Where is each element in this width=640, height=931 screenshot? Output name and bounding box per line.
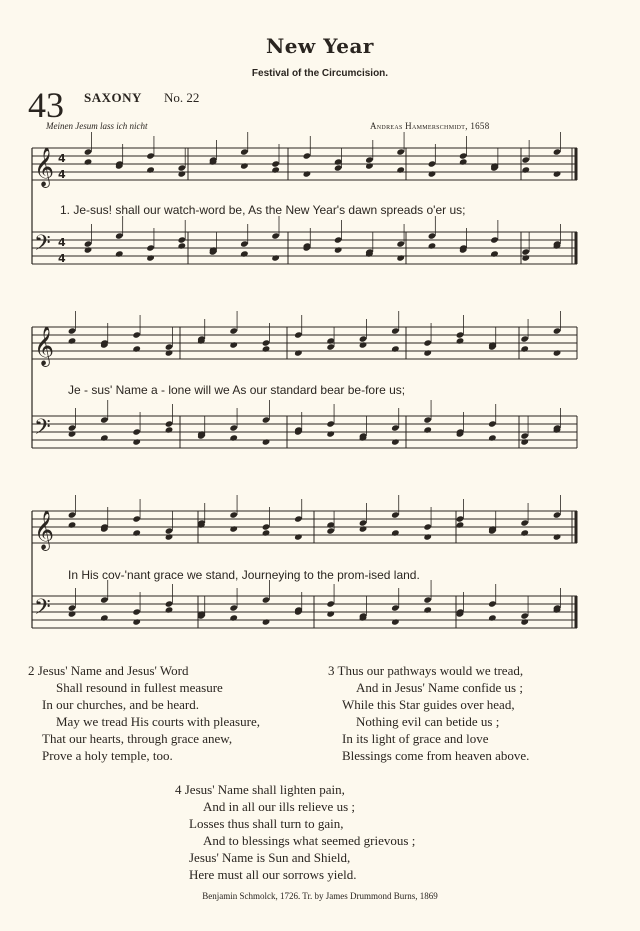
verse-2-line: Prove a holy temple, too. xyxy=(42,748,173,763)
notehead xyxy=(84,246,93,253)
notehead xyxy=(553,533,562,540)
notehead xyxy=(326,337,335,344)
notehead xyxy=(229,327,238,334)
notehead xyxy=(262,618,271,625)
verse-4-line: Losses thus shall turn to gain, xyxy=(189,816,344,831)
notehead xyxy=(334,158,343,165)
notehead xyxy=(262,438,271,445)
notehead xyxy=(326,527,335,534)
lyric-line-1: 1. Je-sus! shall our watch-word be, As the New Year's dawn spreads o'er us; xyxy=(60,203,466,217)
notehead xyxy=(391,511,400,518)
notehead xyxy=(229,525,238,532)
notehead xyxy=(132,331,141,338)
notehead xyxy=(359,335,368,342)
notehead xyxy=(229,614,238,621)
notehead xyxy=(521,166,530,173)
clef: 𝄢 xyxy=(34,595,51,625)
notehead xyxy=(294,533,303,540)
notehead xyxy=(115,232,124,239)
notehead xyxy=(68,521,77,528)
notehead xyxy=(132,428,141,435)
notehead xyxy=(146,254,155,261)
notehead xyxy=(229,604,238,611)
notehead xyxy=(359,525,368,532)
notehead xyxy=(423,523,432,530)
notehead xyxy=(423,606,432,613)
verse-4-line: And to blessings what seemed grievous ; xyxy=(203,833,416,848)
notehead xyxy=(100,434,109,441)
notehead xyxy=(391,618,400,625)
notehead xyxy=(520,438,529,445)
verse-3-line: In its light of grace and love xyxy=(342,731,489,746)
lyric-line-3: In His cov-'nant grace we stand, Journeying to the prom-ised land. xyxy=(68,568,420,582)
notehead xyxy=(553,148,562,155)
notehead xyxy=(271,160,280,167)
notehead xyxy=(303,152,312,159)
verse-3-line: Blessings come from heaven above. xyxy=(342,748,530,763)
notehead xyxy=(553,327,562,334)
verse-4 xyxy=(175,781,415,883)
notehead xyxy=(68,337,77,344)
notehead xyxy=(178,170,187,177)
clef: 𝄞 xyxy=(34,147,55,187)
time-signature: 4 xyxy=(58,168,66,181)
time-signature: 4 xyxy=(58,252,66,265)
notehead xyxy=(68,430,77,437)
notehead xyxy=(396,254,405,261)
notehead xyxy=(423,533,432,540)
notehead xyxy=(132,345,141,352)
notehead xyxy=(456,515,465,522)
notehead xyxy=(396,240,405,247)
notehead xyxy=(84,148,93,155)
notehead xyxy=(490,236,499,243)
notehead xyxy=(240,250,249,257)
notehead xyxy=(334,164,343,171)
notehead xyxy=(240,162,249,169)
verse-2-line: 2 Jesus' Name and Jesus' Word xyxy=(28,663,189,678)
notehead xyxy=(520,519,529,526)
notehead xyxy=(115,250,124,257)
page-title: New Year xyxy=(266,34,374,58)
notehead xyxy=(459,158,468,165)
notehead xyxy=(132,438,141,445)
notehead xyxy=(132,515,141,522)
notehead xyxy=(326,343,335,350)
notehead xyxy=(326,420,335,427)
notehead xyxy=(165,606,174,613)
first-line-reference: Meinen Jesum lass ich nicht xyxy=(46,121,148,131)
notehead xyxy=(165,426,174,433)
notehead xyxy=(488,420,497,427)
notehead xyxy=(456,337,465,344)
notehead xyxy=(365,156,374,163)
clef: 𝄞 xyxy=(34,510,55,550)
notehead xyxy=(365,162,374,169)
notehead xyxy=(490,250,499,257)
verse-3 xyxy=(328,662,529,764)
notehead xyxy=(100,416,109,423)
notehead xyxy=(132,618,141,625)
notehead xyxy=(100,596,109,603)
notehead xyxy=(359,341,368,348)
notehead xyxy=(423,349,432,356)
notehead xyxy=(520,612,529,619)
notehead xyxy=(326,600,335,607)
notehead xyxy=(262,529,271,536)
notehead xyxy=(165,343,174,350)
notehead xyxy=(84,158,93,165)
lyric-line-2: Je - sus' Name a - lone will we As our standard bear be-fore us; xyxy=(68,383,406,397)
verse-4-line: Jesus' Name is Sun and Shield, xyxy=(189,850,351,865)
notehead xyxy=(294,331,303,338)
verse-2-line: May we tread His courts with pleasure, xyxy=(56,714,260,729)
verse-4-line: Here must all our sorrows yield. xyxy=(189,867,357,882)
notehead xyxy=(326,430,335,437)
notehead xyxy=(271,232,280,239)
notehead xyxy=(240,240,249,247)
notehead xyxy=(271,166,280,173)
notehead xyxy=(68,610,77,617)
notehead xyxy=(423,339,432,346)
notehead xyxy=(165,533,174,540)
author-translator-credit: Benjamin Schmolck, 1726. Tr. by James Drummond Burns, 1869 xyxy=(202,891,438,901)
notehead xyxy=(165,420,174,427)
notehead xyxy=(68,604,77,611)
notehead xyxy=(68,511,77,518)
notehead xyxy=(262,345,271,352)
notehead xyxy=(456,521,465,528)
notehead xyxy=(553,511,562,518)
notehead xyxy=(428,242,437,249)
notehead xyxy=(520,335,529,342)
verse-4-line: And in all our ills relieve us ; xyxy=(203,799,356,814)
notehead xyxy=(146,152,155,159)
notehead xyxy=(229,341,238,348)
composer-credit: Andreas Hammerschmidt, 1658 xyxy=(370,121,490,131)
notehead xyxy=(178,236,187,243)
notehead xyxy=(165,527,174,534)
notehead xyxy=(428,170,437,177)
notehead xyxy=(459,152,468,159)
notehead xyxy=(326,610,335,617)
notehead xyxy=(68,424,77,431)
notehead xyxy=(132,529,141,536)
notehead xyxy=(146,166,155,173)
notehead xyxy=(391,424,400,431)
notehead xyxy=(294,515,303,522)
hymn-number: 43 xyxy=(28,85,64,125)
notehead xyxy=(391,438,400,445)
notehead xyxy=(456,331,465,338)
notehead xyxy=(520,529,529,536)
notehead xyxy=(423,596,432,603)
page-subtitle: Festival of the Circumcision. xyxy=(251,68,389,79)
notehead xyxy=(262,416,271,423)
notehead xyxy=(391,327,400,334)
verse-4-line: 4 Jesus' Name shall lighten pain, xyxy=(175,782,345,797)
notehead xyxy=(391,345,400,352)
notehead xyxy=(391,604,400,611)
notehead xyxy=(240,148,249,155)
clef: 𝄢 xyxy=(34,415,51,445)
verse-3-line: While this Star guides over head, xyxy=(342,697,515,712)
notehead xyxy=(428,232,437,239)
notehead xyxy=(326,521,335,528)
verse-3-line: And in Jesus' Name confide us ; xyxy=(356,680,523,695)
notehead xyxy=(359,519,368,526)
notehead xyxy=(396,166,405,173)
notehead xyxy=(521,254,530,261)
notehead xyxy=(68,327,77,334)
tune-number: No. 22 xyxy=(164,90,200,105)
notehead xyxy=(84,240,93,247)
notehead xyxy=(132,608,141,615)
time-signature: 4 xyxy=(58,152,66,165)
notehead xyxy=(262,339,271,346)
notehead xyxy=(334,246,343,253)
notehead xyxy=(521,248,530,255)
notehead xyxy=(303,170,312,177)
clef: 𝄞 xyxy=(34,326,55,366)
verse-2-line: That our hearts, through grace anew, xyxy=(42,731,233,746)
notehead xyxy=(262,596,271,603)
verse-3-line: 3 Thus our pathways would we tread, xyxy=(328,663,524,678)
notehead xyxy=(229,434,238,441)
notehead xyxy=(488,600,497,607)
notehead xyxy=(553,349,562,356)
notehead xyxy=(396,148,405,155)
notehead xyxy=(229,424,238,431)
clef: 𝄢 xyxy=(34,231,51,261)
notehead xyxy=(391,529,400,536)
notehead xyxy=(423,426,432,433)
notehead xyxy=(520,432,529,439)
notehead xyxy=(178,164,187,171)
notehead xyxy=(553,170,562,177)
notehead xyxy=(100,614,109,621)
notehead xyxy=(178,242,187,249)
tune-name: SAXONY xyxy=(84,90,142,105)
notehead xyxy=(229,511,238,518)
notehead xyxy=(271,254,280,261)
verse-3-line: Nothing evil can betide us ; xyxy=(356,714,500,729)
notehead xyxy=(165,349,174,356)
notehead xyxy=(294,349,303,356)
notehead xyxy=(262,523,271,530)
notehead xyxy=(488,434,497,441)
notehead xyxy=(488,614,497,621)
notehead xyxy=(146,244,155,251)
verse-2-line: Shall resound in fullest measure xyxy=(56,680,223,695)
notehead xyxy=(165,600,174,607)
notehead xyxy=(521,156,530,163)
notehead xyxy=(428,160,437,167)
notehead xyxy=(520,345,529,352)
notehead xyxy=(334,236,343,243)
verse-2-line: In our churches, and be heard. xyxy=(42,697,200,712)
time-signature: 4 xyxy=(58,236,66,249)
notehead xyxy=(423,416,432,423)
notehead xyxy=(520,618,529,625)
verse-2 xyxy=(28,662,260,764)
